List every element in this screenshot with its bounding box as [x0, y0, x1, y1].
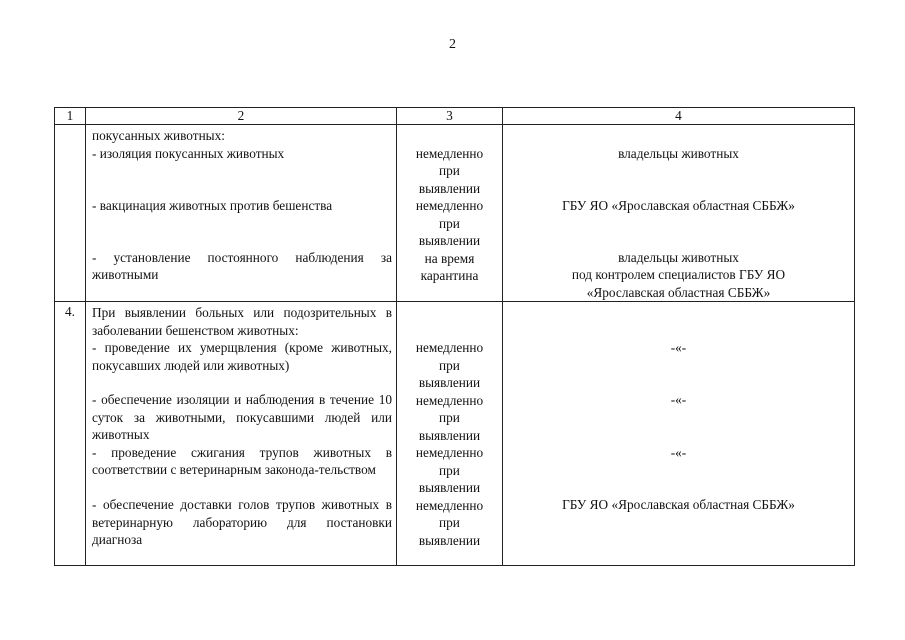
timing-line: выявлении: [418, 480, 481, 495]
measures-cell: [86, 302, 397, 566]
responsible-line: ГБУ ЯО «Ярославская областная СББЖ»: [562, 497, 795, 512]
measure-item: - обеспечение изоляции и наблюдения в течение 10 суток за животными, покусавшими людей или животных: [92, 392, 392, 442]
timing-line: при: [439, 462, 460, 478]
table-row: [55, 125, 855, 302]
responsible-line: ГБУ ЯО «Ярославская областная СББЖ»: [562, 197, 795, 213]
responsible-cell: [503, 125, 855, 302]
responsible-line: владельцы животных: [618, 249, 739, 265]
timing-line: немедленно: [415, 445, 484, 460]
timing-line: немедленно: [415, 340, 484, 355]
timing-line: карантина: [420, 268, 479, 283]
timing-cell: [397, 302, 503, 566]
responsible-line: -«-: [670, 444, 687, 460]
timing-line: на время: [424, 250, 475, 266]
responsible-line: «Ярославская областная СББЖ»: [586, 284, 771, 300]
measures-cell: [86, 125, 397, 302]
row-number-cell: 4.: [55, 302, 86, 566]
responsible-line: владельцы животных: [618, 145, 739, 161]
timing-line: при: [439, 215, 460, 231]
measure-item: - проведение сжигания трупов животных в соответствии с ветеринарным законода-тельством: [92, 444, 392, 477]
header-cell: 3: [397, 108, 503, 125]
table-header-row: [55, 108, 855, 125]
measure-item: - установление постоянного наблюдения за животными: [92, 249, 392, 282]
responsible-cell: [503, 302, 855, 566]
row-number-cell: [55, 125, 86, 302]
timing-line: при: [439, 515, 460, 530]
measure-item: - изоляция покусанных животных: [92, 145, 285, 161]
measure-item: - проведение их умерщвления (кроме животных, покусавших людей или животных): [92, 340, 392, 373]
timing-line: выявлении: [418, 427, 481, 443]
measure-item: - вакцинация животных против бешенства: [92, 197, 333, 213]
timing-line: выявлении: [418, 233, 481, 248]
responsible-line: -«-: [670, 392, 687, 407]
header-cell: 1: [55, 108, 86, 125]
responsible-line: под контролем специалистов ГБУ ЯО: [571, 267, 786, 282]
timing-line: при: [439, 163, 460, 178]
timing-line: немедленно: [415, 198, 484, 213]
table-row: [55, 302, 855, 566]
responsible-line: -«-: [670, 340, 687, 355]
timing-line: немедленно: [415, 497, 484, 513]
timing-line: при: [439, 410, 460, 425]
timing-line: выявлении: [418, 375, 481, 390]
timing-line: немедленно: [415, 392, 484, 408]
page-number: 2: [449, 37, 456, 52]
row-intro: покусанных животных:: [92, 128, 225, 143]
row-intro: При выявлении больных или подозрительных в заболевании бешенством животных:: [92, 305, 392, 338]
timing-cell: [397, 125, 503, 302]
timing-line: выявлении: [418, 532, 481, 548]
timing-line: немедленно: [415, 145, 484, 161]
header-cell: 4: [503, 108, 855, 125]
timing-line: при: [439, 357, 460, 373]
measures-table: [54, 107, 855, 566]
measure-item: - обеспечение доставки голов трупов животных в ветеринарную лабораторию для постановки диагноза: [92, 497, 392, 547]
header-cell: 2: [86, 108, 397, 125]
timing-line: выявлении: [418, 180, 481, 196]
